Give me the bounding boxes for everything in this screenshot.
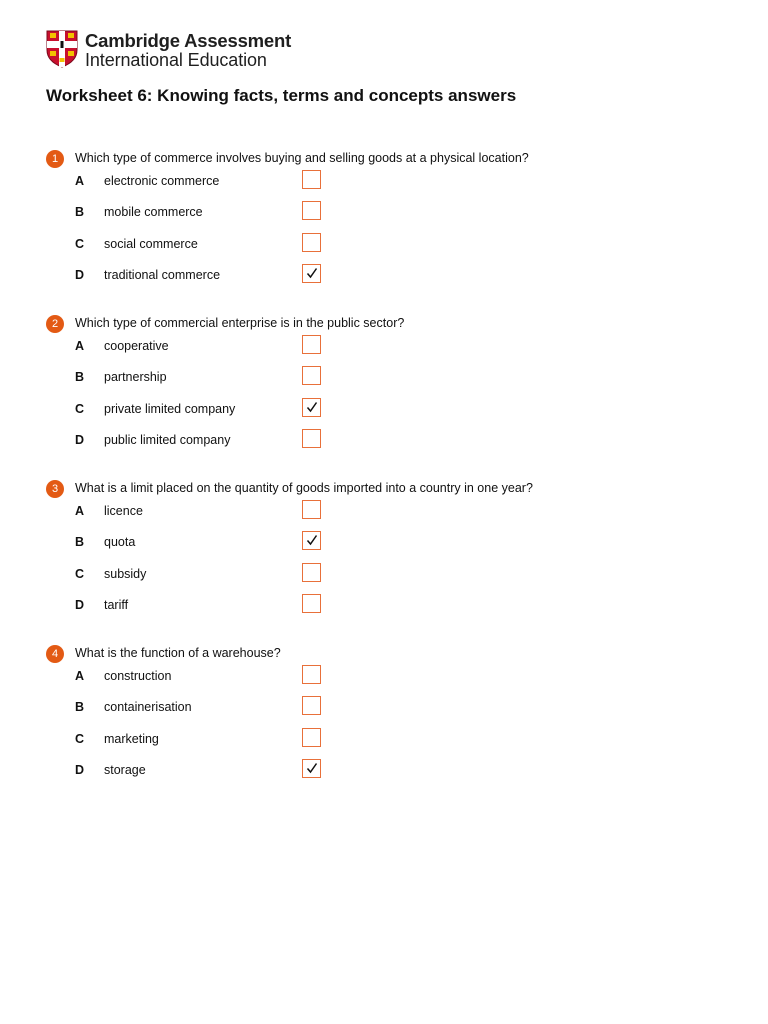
answer-checkbox[interactable] bbox=[302, 665, 321, 684]
brand-line-1: Cambridge Assessment bbox=[85, 30, 292, 51]
option-text: construction bbox=[104, 669, 172, 683]
answer-checkbox[interactable] bbox=[302, 398, 321, 417]
question-number-badge: 3 bbox=[46, 480, 64, 498]
option-letter: A bbox=[75, 669, 85, 683]
cambridge-crest-icon bbox=[46, 30, 78, 68]
checkmark-icon bbox=[306, 267, 318, 279]
answer-option bbox=[46, 369, 336, 391]
answer-checkbox[interactable] bbox=[302, 696, 321, 715]
question-number-badge: 1 bbox=[46, 150, 64, 168]
question-text: What is a limit placed on the quantity of goods imported into a country in one year? bbox=[75, 481, 533, 495]
answer-option bbox=[46, 534, 336, 556]
answer-option bbox=[46, 338, 336, 360]
option-letter: A bbox=[75, 504, 85, 518]
page-title: Worksheet 6: Knowing facts, terms and concepts answers bbox=[46, 86, 517, 105]
answer-checkbox[interactable] bbox=[302, 594, 321, 613]
option-letter: C bbox=[75, 237, 85, 251]
answer-checkbox[interactable] bbox=[302, 563, 321, 582]
option-text: public limited company bbox=[104, 433, 231, 447]
option-text: marketing bbox=[104, 732, 159, 746]
option-letter: D bbox=[75, 598, 85, 612]
brand-line-2: International Education bbox=[85, 50, 267, 70]
checkmark-icon bbox=[306, 401, 318, 413]
option-letter: D bbox=[75, 268, 85, 282]
option-text: licence bbox=[104, 504, 143, 518]
option-text: storage bbox=[104, 763, 146, 777]
option-letter: D bbox=[75, 763, 85, 777]
question-text: Which type of commerce involves buying and selling goods at a physical location? bbox=[75, 151, 529, 165]
answer-checkbox[interactable] bbox=[302, 429, 321, 448]
option-letter: B bbox=[75, 370, 85, 384]
answer-checkbox[interactable] bbox=[302, 366, 321, 385]
answer-checkbox[interactable] bbox=[302, 335, 321, 354]
option-letter: C bbox=[75, 567, 85, 581]
answer-checkbox[interactable] bbox=[302, 264, 321, 283]
answer-option bbox=[46, 204, 336, 226]
option-text: tariff bbox=[104, 598, 129, 612]
answer-checkbox[interactable] bbox=[302, 759, 321, 778]
answer-option bbox=[46, 699, 336, 721]
option-text: cooperative bbox=[104, 339, 169, 353]
answer-option bbox=[46, 236, 336, 258]
option-text: subsidy bbox=[104, 567, 147, 581]
option-letter: A bbox=[75, 174, 85, 188]
option-text: private limited company bbox=[104, 402, 236, 416]
checkmark-icon bbox=[306, 762, 318, 774]
answer-checkbox[interactable] bbox=[302, 233, 321, 252]
question-text: What is the function of a warehouse? bbox=[75, 646, 281, 660]
brand-name bbox=[85, 30, 291, 70]
question-number-badge: 4 bbox=[46, 645, 64, 663]
option-letter: B bbox=[75, 700, 85, 714]
option-text: mobile commerce bbox=[104, 205, 203, 219]
answer-checkbox[interactable] bbox=[302, 531, 321, 550]
answer-option bbox=[46, 566, 336, 588]
answer-option bbox=[46, 731, 336, 753]
option-text: quota bbox=[104, 535, 136, 549]
answer-option bbox=[46, 173, 336, 195]
checkmark-icon bbox=[306, 534, 318, 546]
answer-option bbox=[46, 401, 336, 423]
answer-option bbox=[46, 668, 336, 690]
answer-checkbox[interactable] bbox=[302, 170, 321, 189]
option-letter: C bbox=[75, 732, 85, 746]
answer-option bbox=[46, 267, 336, 289]
option-letter: D bbox=[75, 433, 85, 447]
question-number-badge: 2 bbox=[46, 315, 64, 333]
option-letter: B bbox=[75, 205, 85, 219]
option-letter: A bbox=[75, 339, 85, 353]
answer-checkbox[interactable] bbox=[302, 201, 321, 220]
option-letter: B bbox=[75, 535, 85, 549]
option-letter: C bbox=[75, 402, 85, 416]
option-text: electronic commerce bbox=[104, 174, 220, 188]
answer-checkbox[interactable] bbox=[302, 500, 321, 519]
answer-checkbox[interactable] bbox=[302, 728, 321, 747]
option-text: containerisation bbox=[104, 700, 192, 714]
answer-option bbox=[46, 432, 336, 454]
option-text: partnership bbox=[104, 370, 167, 384]
answer-option bbox=[46, 597, 336, 619]
option-text: social commerce bbox=[104, 237, 198, 251]
answer-option bbox=[46, 762, 336, 784]
answer-option bbox=[46, 503, 336, 525]
question-text: Which type of commercial enterprise is in the public sector? bbox=[75, 316, 405, 330]
option-text: traditional commerce bbox=[104, 268, 221, 282]
